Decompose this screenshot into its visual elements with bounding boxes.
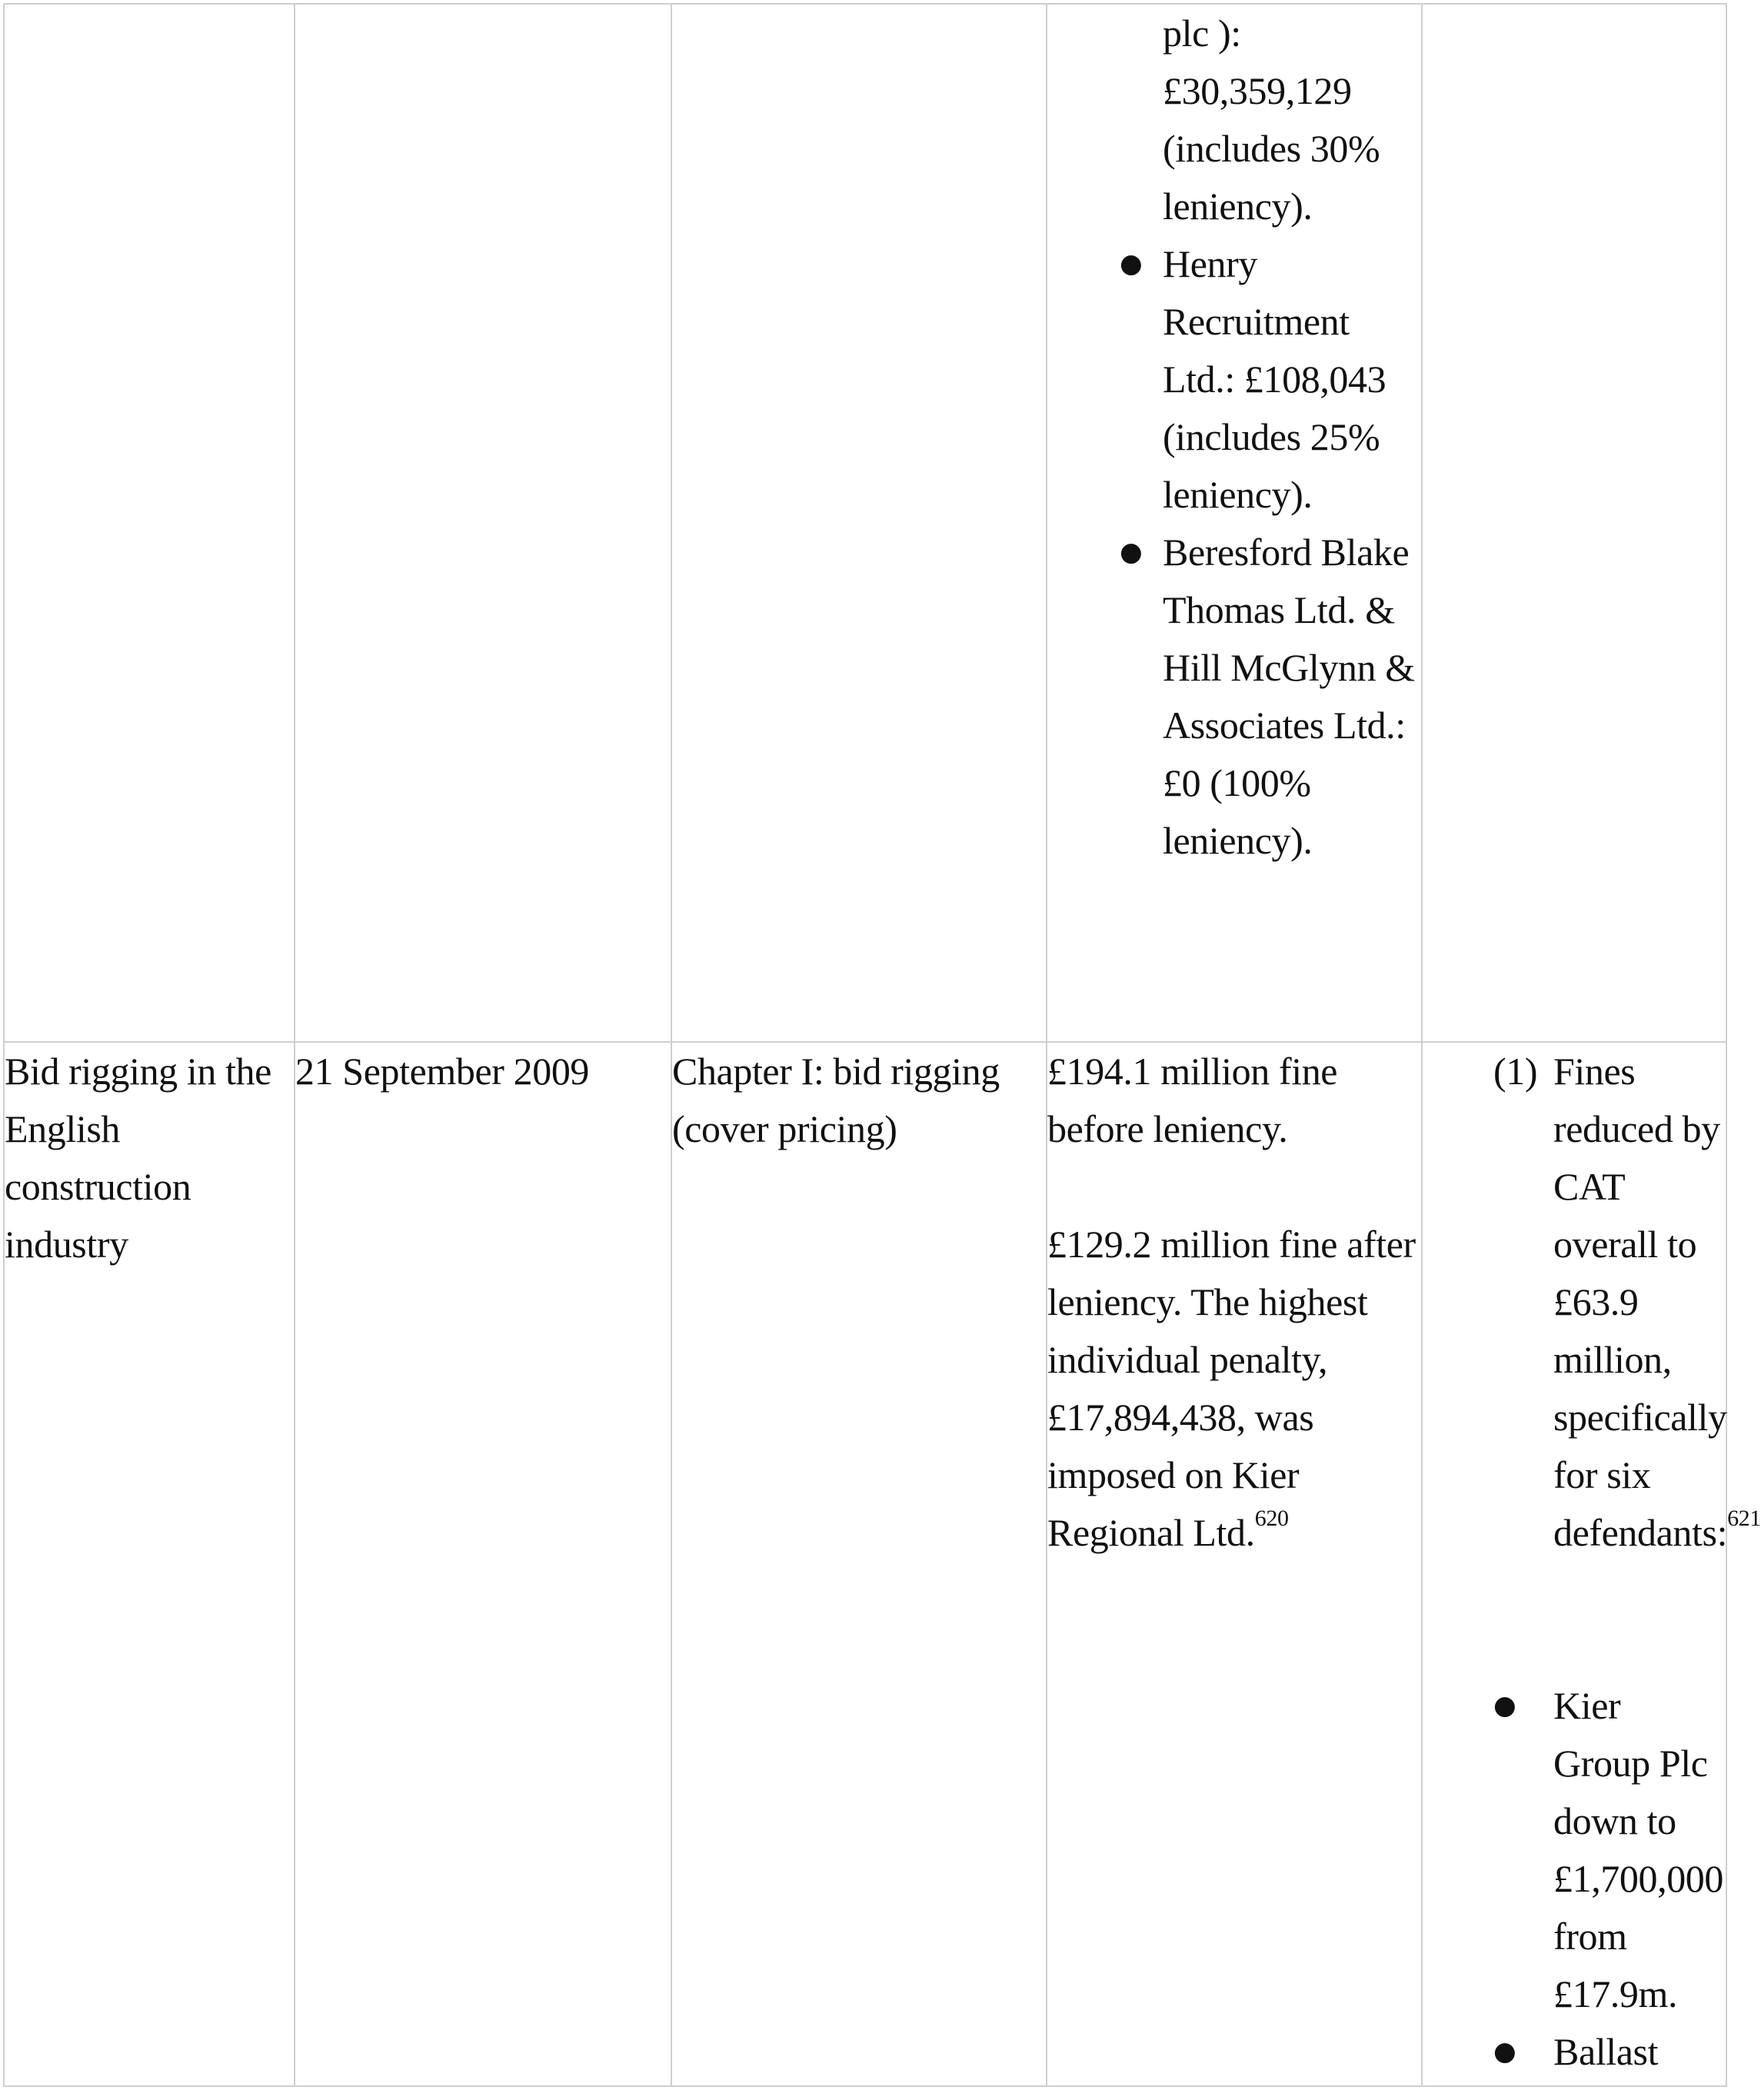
fine-item-text: Henry Recruitment Ltd.: £108,043 (includes 25% leniency). bbox=[1163, 242, 1386, 516]
paragraph-gap bbox=[1423, 1562, 1726, 1619]
fine-list-item bbox=[1047, 235, 1421, 524]
fine-item-text: Beresford Blake Thomas Ltd. & Hill McGlynn & Associates Ltd.: £0 (100% leniency). bbox=[1163, 531, 1415, 862]
cases-table bbox=[3, 3, 1761, 2087]
bullet-icon: ● bbox=[1120, 537, 1143, 567]
case-name: Bid rigging in the English construction industry bbox=[5, 1050, 271, 1266]
outcome-heading: Fines reduced by CAT overall to £63.9 million, specifically for six defendants: bbox=[1553, 1050, 1728, 1554]
outcome-cell bbox=[1422, 1042, 1761, 2086]
bullet-icon: ● bbox=[1120, 248, 1143, 279]
fine-cell-continued bbox=[1047, 4, 1422, 1042]
paragraph-gap bbox=[1047, 1158, 1421, 1216]
bullet-icon: ● bbox=[1493, 1690, 1516, 1721]
footnote-ref: 620 bbox=[1254, 1506, 1289, 1531]
case-date: 21 September 2009 bbox=[295, 1050, 590, 1093]
date-cell-empty bbox=[295, 4, 671, 1042]
bullet-icon: ● bbox=[1493, 2036, 1516, 2067]
outcome-number-label: (1) bbox=[1493, 1050, 1538, 1093]
table-row-case bbox=[4, 1042, 1726, 2086]
reduction-item-text: Ballast bbox=[1553, 2030, 1659, 2073]
outcome-cell-empty bbox=[1422, 4, 1726, 1042]
fine-list-item bbox=[1047, 524, 1421, 870]
fine-cell bbox=[1047, 1042, 1422, 2086]
reduction-list bbox=[1423, 1677, 1726, 2081]
reduction-list-item bbox=[1423, 1677, 1726, 2023]
fine-list-item bbox=[1047, 5, 1421, 235]
case-name-cell-empty bbox=[4, 4, 295, 1042]
paragraph-gap bbox=[1423, 1619, 1726, 1677]
date-cell bbox=[295, 1042, 671, 2086]
footnote-ref: 621 bbox=[1727, 1506, 1761, 1531]
fine-before-text: £194.1 million fine before leniency. bbox=[1047, 1050, 1338, 1150]
fine-list bbox=[1047, 5, 1421, 870]
fine-after-text: £129.2 million fine after leniency. The highest individual penalty, £17,894,438, was imposed on Kier Regional Ltd. bbox=[1047, 1223, 1416, 1554]
outcome-numbered-item bbox=[1423, 1043, 1761, 1562]
infringement-cell bbox=[671, 1042, 1047, 2086]
infringement-cell-empty bbox=[671, 4, 1047, 1042]
case-name-cell bbox=[4, 1042, 295, 2086]
reduction-item-text: Kier Group Plc down to £1,700,000 from £17.9m. bbox=[1553, 1684, 1724, 2015]
fine-item-text: plc ): £30,359,129 (includes 30% leniency). bbox=[1163, 12, 1380, 228]
reduction-list-item bbox=[1423, 2023, 1726, 2081]
table-row-continued bbox=[4, 4, 1726, 1042]
fine-after-paragraph bbox=[1047, 1216, 1421, 1562]
infringement-text: Chapter I: bid rigging (cover pricing) bbox=[672, 1050, 1000, 1150]
